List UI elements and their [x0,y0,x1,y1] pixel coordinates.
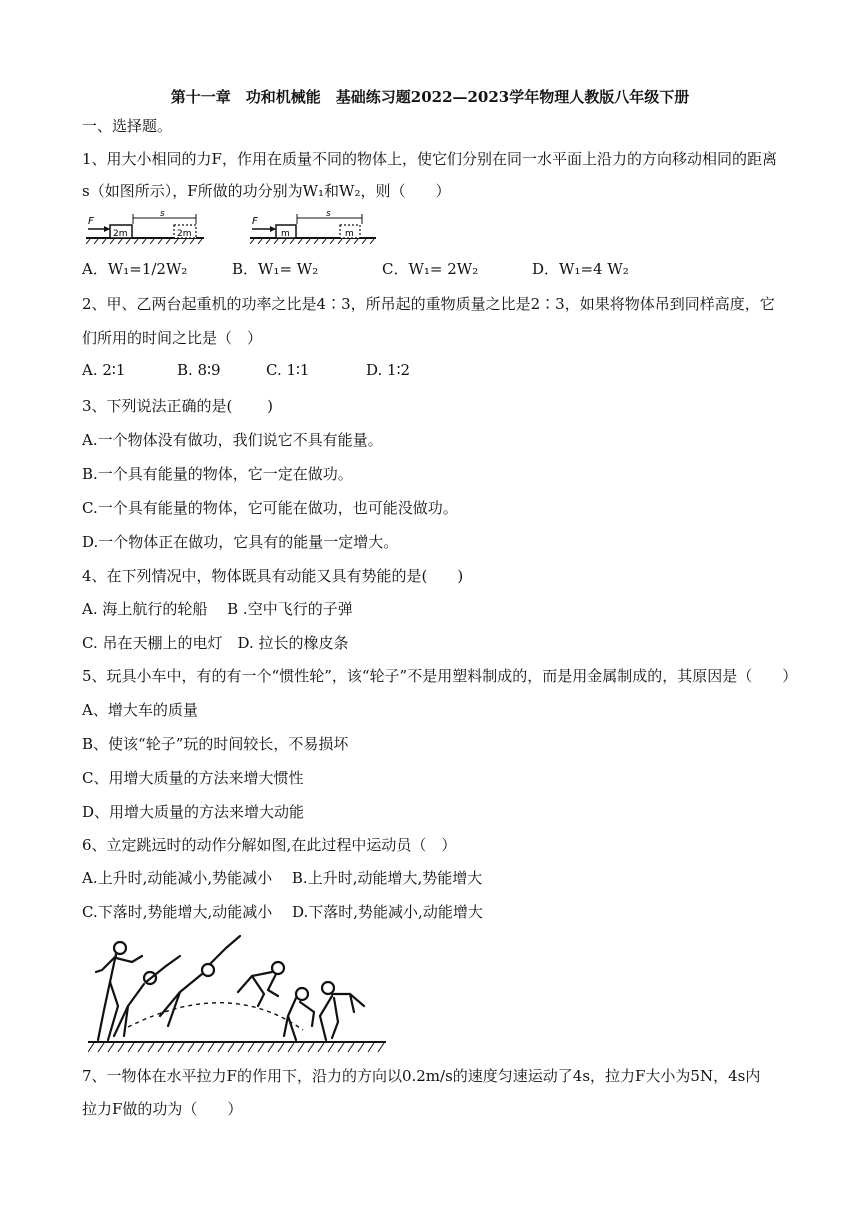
q4-options-row2[interactable]: C. 吊在天棚上的电灯 D. 拉长的橡皮条 [82,634,349,652]
q5-option-d[interactable]: D、用增大质量的方法来增大动能 [82,803,305,821]
q1-fig-b-force: F [252,216,258,227]
page-title: 第十一章 功和机械能 基础练习题2022—2023学年物理人教版八年级下册 [170,88,690,106]
q3-text: 3、下列说法正确的是( ) [82,397,274,415]
q1-text-line2: s（如图所示），F所做的功分别为W₁和W₂，则（ ） [82,182,451,200]
q2-option-a[interactable]: A. 2∶1 [82,361,126,379]
q5-option-a[interactable]: A、增大车的质量 [82,701,198,719]
q3-option-b[interactable]: B.一个具有能量的物体，它一定在做功。 [82,465,353,483]
q1-figure-2m [86,210,204,244]
q6-options-row1[interactable]: A.上升时,动能减小,势能减小 B.上升时,动能增大,势能增大 [82,869,483,887]
q1-fig-a-distance: s [160,210,165,219]
q1-fig-b-distance: s [326,210,331,219]
q5-option-b[interactable]: B、使该“轮子”玩的时间较长，不易损坏 [82,735,349,753]
q1-fig-b-mass-end: m [345,229,354,239]
q2-text-line2: 们所用的时间之比是（ ） [82,329,263,347]
q2-option-d[interactable]: D. 1∶2 [366,361,411,379]
q1-fig-a-mass: 2m [113,229,128,239]
q2-text-line1: 2、甲、乙两台起重机的功率之比是4∶3，所吊起的重物质量之比是2∶3，如果将物体吊到同样高度，它 [82,295,775,313]
section-heading: 一、选择题。 [82,117,173,135]
q1-fig-a-force: F [88,216,94,227]
q3-option-c[interactable]: C.一个具有能量的物体，它可能在做功，也可能没做功。 [82,499,458,517]
q4-text: 4、在下列情况中，物体既具有动能又具有势能的是( ) [82,567,464,585]
q1-option-c[interactable]: C．W₁= 2W₂ [382,260,479,278]
q1-figure-m [250,210,376,244]
q3-option-a[interactable]: A.一个物体没有做功，我们说它不具有能量。 [82,431,383,449]
q2-option-c[interactable]: C. 1∶1 [266,361,310,379]
q1-fig-b-mass: m [281,229,290,239]
q1-option-a[interactable]: A．W₁=1/2W₂ [82,260,188,278]
q1-option-b[interactable]: B．W₁= W₂ [232,260,319,278]
q7-text-line2: 拉力F做的功为（ ） [82,1100,243,1118]
q2-option-b[interactable]: B. 8∶9 [177,361,221,379]
q6-options-row2[interactable]: C.下落时,势能增大,动能减小 D.下落时,势能减小,动能增大 [82,903,483,921]
q1-text-line1: 1、用大小相同的力F，作用在质量不同的物体上，使它们分别在同一水平面上沿力的方向移动相同的距离 [82,150,777,168]
q3-option-d[interactable]: D.一个物体正在做功，它具有的能量一定增大。 [82,533,399,551]
q1-option-d[interactable]: D．W₁=4 W₂ [532,260,629,278]
q6-text: 6、立定跳远时的动作分解如图,在此过程中运动员（ ） [82,836,457,854]
q1-fig-a-mass-end: 2m [177,229,192,239]
q5-text: 5、玩具小车中，有的有一个“惯性轮”，该“轮子”不是用塑料制成的，而是用金属制成的，其原因是（ ） [82,667,798,685]
q4-options-row1[interactable]: A. 海上航行的轮船 B .空中飞行的子弹 [82,600,353,618]
q5-option-c[interactable]: C、用增大质量的方法来增大惯性 [82,769,304,787]
standing-long-jump-figure [88,932,386,1054]
q7-text-line1: 7、一物体在水平拉力F的作用下，沿力的方向以0.2m/s的速度匀速运动了4s，拉力F大小为5N，4s内 [82,1067,761,1085]
